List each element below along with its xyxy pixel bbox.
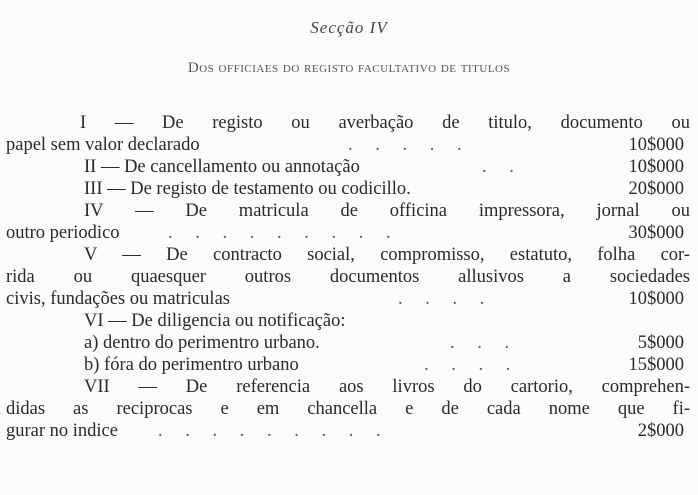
entry-3-amount: 20$000: [628, 179, 684, 199]
entry-1-amount: 10$000: [628, 135, 684, 155]
entry-2-dots: . .: [482, 157, 523, 177]
entry-5-dots: . . . .: [398, 289, 494, 309]
entry-1-dots: . . . . .: [348, 135, 471, 155]
entry-7-line-1: VII — De referencia aos livros do cartorio, comprehen-: [84, 377, 690, 397]
entry-6a-dots: . . .: [450, 333, 519, 353]
entry-7-line-2: didas as reciprocas e em chancella e de cada nome que fi-: [6, 399, 690, 419]
entry-4-text: outro periodico: [6, 223, 120, 243]
entry-5-text: civis, fundações ou matriculas: [6, 289, 230, 309]
entry-1-line-1: I — De registo ou averbação de titulo, documento ou: [80, 113, 690, 133]
entry-6a-text: a) dentro do perimentro urbano.: [84, 333, 320, 353]
entry-6-text: VI — De diligencia ou notificação:: [84, 311, 346, 331]
entry-6a-amount: 5$000: [637, 333, 684, 353]
entry-4-line-1: IV — De matricula de officina impressora, jornal ou: [84, 201, 690, 221]
entry-5-amount: 10$000: [628, 289, 684, 309]
entry-6b-amount: 15$000: [628, 355, 684, 375]
entry-4-amount: 30$000: [628, 223, 684, 243]
entry-7-dots: . . . . . . . . .: [158, 421, 390, 441]
entry-7-text: gurar no indice: [6, 421, 118, 441]
entry-5-line-1: V — De contracto social, compromisso, estatuto, folha cor-: [84, 245, 690, 265]
entry-4-dots: . . . . . . . . .: [168, 223, 400, 243]
entry-3-text: III — De registo de testamento ou codicillo.: [84, 179, 411, 199]
entry-6b-text: b) fóra do perimentro urbano: [84, 355, 299, 375]
entry-1-text: papel sem valor declarado: [6, 135, 200, 155]
entry-6b-dots: . . . .: [424, 355, 520, 375]
entry-2-text: II — De cancellamento ou annotação: [84, 157, 360, 177]
section-title: Secção IV: [310, 18, 388, 37]
entry-5-line-2: rida ou quaesquer outros documentos allusivos a sociedades: [6, 267, 690, 287]
entry-2-amount: 10$000: [628, 157, 684, 177]
section-heading: Dos officiaes do registo facultativo de titulos: [187, 60, 511, 76]
entry-7-amount: 2$000: [637, 421, 684, 441]
